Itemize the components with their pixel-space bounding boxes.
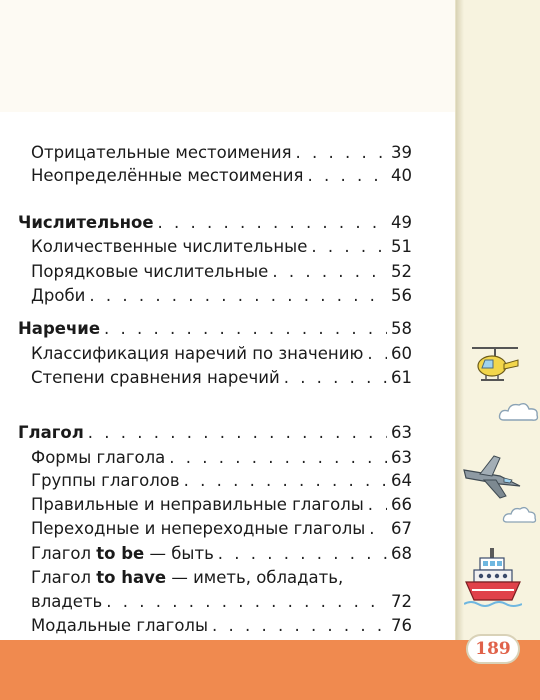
dot-leader <box>212 615 387 637</box>
toc-entry-title: Переходные и непереходные глаголы <box>31 519 366 538</box>
toc-entry-page: 40 <box>391 166 412 185</box>
toc-entry-modal-verbs[interactable] <box>31 615 412 637</box>
toc-entry-negative-pronouns[interactable] <box>31 142 412 164</box>
toc-entry-verb-to-have-line1[interactable]: Глагол to have — иметь, обладать, <box>31 568 344 587</box>
toc-entry-page: 66 <box>391 495 412 514</box>
toc-entry-title: Степени сравнения наречий <box>31 368 280 387</box>
toc-entry-title: Неопределённые местоимения <box>31 166 304 185</box>
dot-leader <box>272 261 387 283</box>
toc-entry-ordinal-numerals[interactable] <box>31 261 412 283</box>
dot-leader <box>169 447 387 469</box>
toc-entry-verb-forms[interactable] <box>31 447 412 469</box>
toc-entry-page: 60 <box>391 344 412 363</box>
ship-icon <box>464 546 522 608</box>
toc-entry-title: Порядковые числительные <box>31 262 269 281</box>
toc-entry-page: 72 <box>391 592 412 611</box>
toc-entry-page: 51 <box>391 237 412 256</box>
toc-entry-page: 63 <box>391 423 412 442</box>
toc-entry-title: Дроби <box>31 286 86 305</box>
toc-entry-title: владеть <box>31 592 103 611</box>
toc-entry-page: 67 <box>391 519 412 538</box>
toc-entry-adverb-classification[interactable] <box>31 343 412 365</box>
toc-entry-verb-to-have[interactable] <box>31 591 412 613</box>
dot-leader <box>311 236 387 258</box>
dot-leader <box>158 212 387 234</box>
dot-leader <box>369 518 387 540</box>
toc-entry-indefinite-pronouns[interactable] <box>31 165 412 187</box>
toc-entry-title: Количественные числительные <box>31 237 308 256</box>
cloud-icon <box>502 504 538 526</box>
toc-section-title: Глагол <box>18 423 84 442</box>
dot-leader <box>88 422 387 444</box>
toc-entry-fractions[interactable] <box>31 285 412 307</box>
fighter-jet-icon <box>460 452 524 504</box>
toc-entry-page: 61 <box>391 368 412 387</box>
cloud-icon <box>498 400 540 424</box>
toc-entry-page: 52 <box>391 262 412 281</box>
toc-section-numeral[interactable] <box>18 212 412 234</box>
toc-entry-verb-to-be[interactable] <box>31 543 412 565</box>
toc-entry-title: Модальные глаголы <box>31 616 208 635</box>
header-band <box>0 0 455 112</box>
toc-section-title: Числительное <box>18 213 154 232</box>
dot-leader <box>89 285 387 307</box>
toc-entry-title: Глагол to be — быть <box>31 544 214 563</box>
toc-entry-regular-irregular-verbs[interactable] <box>31 494 412 516</box>
toc-entry-title: Правильные и неправильные глаголы <box>31 495 364 514</box>
page-number-badge: 189 <box>466 634 520 664</box>
toc-entry-page: 63 <box>391 448 412 467</box>
toc-entry-title: Отрицательные местоимения <box>31 143 292 162</box>
toc-entry-title: Группы глаголов <box>31 471 180 490</box>
toc-entry-cardinal-numerals[interactable] <box>31 236 412 258</box>
dot-leader <box>284 367 387 389</box>
dot-leader <box>368 494 387 516</box>
toc-entry-page: 49 <box>391 213 412 232</box>
toc-entry-title: Формы глагола <box>31 448 166 467</box>
page-fold-shadow <box>456 0 464 700</box>
toc-entry-page: 68 <box>391 544 412 563</box>
decorative-margin <box>455 0 540 700</box>
dot-leader <box>296 142 387 164</box>
toc-section-title: Наречие <box>18 319 101 338</box>
dot-leader <box>218 543 387 565</box>
toc-entry-verb-groups[interactable] <box>31 470 412 492</box>
dot-leader <box>367 343 387 365</box>
dot-leader <box>104 318 387 340</box>
toc-entry-page: 76 <box>391 616 412 635</box>
toc-section-verb[interactable] <box>18 422 412 444</box>
dot-leader <box>307 165 387 187</box>
toc-entry-page: 56 <box>391 286 412 305</box>
toc-entry-page: 58 <box>391 319 412 338</box>
helicopter-icon <box>466 342 522 392</box>
dot-leader <box>184 470 387 492</box>
toc-entry-page: 64 <box>391 471 412 490</box>
dot-leader <box>106 591 387 613</box>
toc-entry-adverb-comparison[interactable] <box>31 367 412 389</box>
toc-section-adverb[interactable] <box>18 318 412 340</box>
toc-entry-title: Классификация наречий по значению <box>31 344 364 363</box>
toc-entry-page: 39 <box>391 143 412 162</box>
footer-band <box>0 640 540 700</box>
toc-entry-transitive-verbs[interactable] <box>31 518 412 540</box>
